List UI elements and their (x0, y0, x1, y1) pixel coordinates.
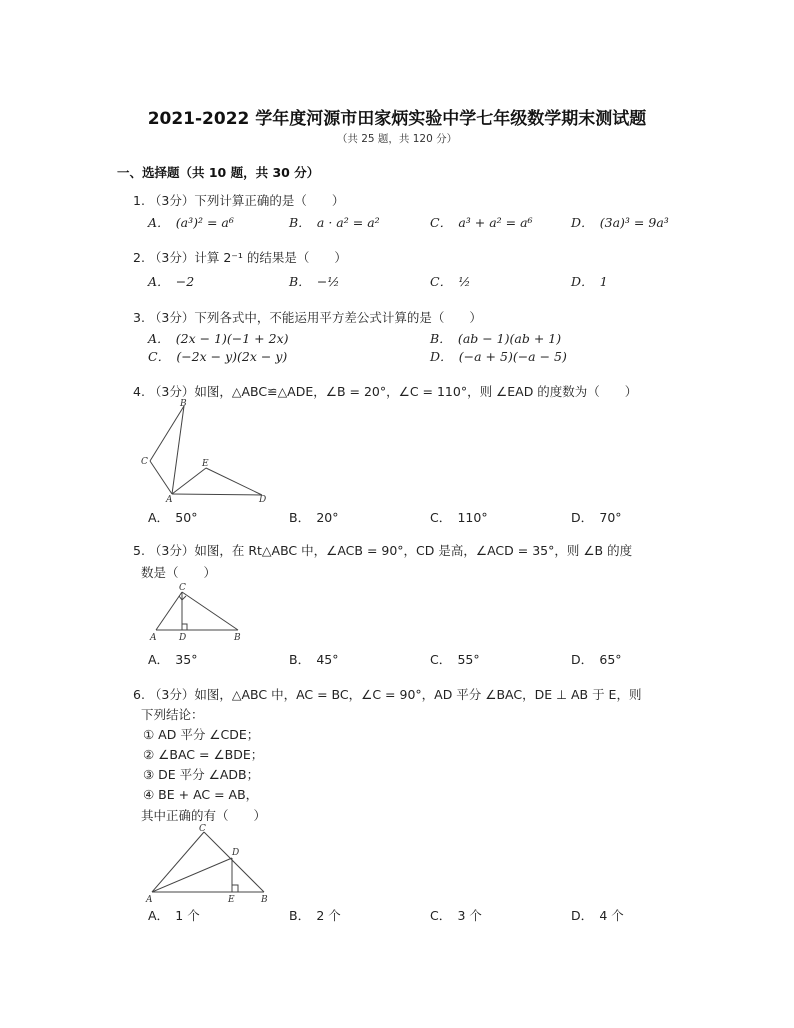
q4-label-e: E (202, 459, 209, 469)
q4-label-b: B (180, 399, 187, 409)
q6-option-b: B． 2 个 (289, 908, 341, 923)
q6-option-c: C． 3 个 (430, 908, 482, 923)
q5-option-c: C． 55° (430, 652, 480, 667)
question-6-stem-line2: 下列结论： (141, 707, 204, 722)
q2-option-d: D． 1 (571, 274, 608, 289)
q4-label-d: D (259, 495, 267, 504)
q3-option-d: D． (−a + 5)(−a − 5) (430, 349, 567, 364)
q6-label-e: E (228, 895, 235, 905)
q1-option-c: C． a³ + a² = a⁶ (430, 215, 533, 230)
q3-option-a: A． (2x − 1)(−1 + 2x) (148, 331, 289, 346)
page-title: 2021-2022 学年度河源市田家炳实验中学七年级数学期末测试题 (147, 109, 647, 129)
q4-label-a: A (166, 495, 173, 504)
q1-option-b: B． a · a² = a² (289, 215, 380, 230)
q5-label-b: B (234, 633, 241, 642)
question-2-stem: 2. （3分）计算 2⁻¹ 的结果是（ ） (133, 250, 347, 265)
question-5-stem-line1: 5. （3分）如图，在 Rt△ABC 中，∠ACB = 90°，CD 是高，∠ACD = 35°，则 ∠B 的度 (133, 543, 633, 558)
q6-label-d: D (232, 848, 240, 858)
question-4-stem: 4. （3分）如图，△ABC≌△ADE，∠B = 20°，∠C = 110°，则 ∠EAD 的度数为（ ） (133, 384, 638, 399)
q3-option-b: B． (ab − 1)(ab + 1) (430, 331, 562, 346)
q6-label-b: B (261, 895, 268, 905)
q5-triangle-figure (146, 578, 246, 642)
q6-label-c: C (199, 824, 206, 834)
q3-option-c: C． (−2x − y)(2x − y) (148, 349, 288, 364)
q2-option-a: A． −2 (148, 274, 195, 289)
q6-statement-4: ④ BE + AC = AB， (143, 787, 259, 802)
q6-statement-3: ③ DE 平分 ∠ADB； (143, 767, 260, 782)
q6-label-a: A (146, 895, 153, 905)
question-1-stem: 1. （3分）下列计算正确的是（ ） (133, 193, 345, 208)
question-6-stem-end: 其中正确的有（ ） (141, 808, 267, 823)
q4-option-a: A． 50° (148, 510, 198, 525)
q5-label-a: A (150, 633, 157, 642)
section-title: 一、选择题（共 10 题，共 30 分） (117, 165, 320, 180)
q5-label-c: C (179, 583, 186, 593)
q5-label-d: D (179, 633, 187, 642)
q5-option-d: D． 65° (571, 652, 622, 667)
q4-option-d: D． 70° (571, 510, 622, 525)
q6-option-a: A． 1 个 (148, 908, 200, 923)
q4-option-c: C． 110° (430, 510, 488, 525)
q5-option-b: B． 45° (289, 652, 339, 667)
q1-option-a: A． (a³)² = a⁶ (148, 215, 234, 230)
q6-statement-2: ② ∠BAC = ∠BDE； (143, 747, 264, 762)
q2-option-b: B． −½ (289, 274, 340, 289)
q6-option-d: D． 4 个 (571, 908, 624, 923)
question-5-stem-line2: 数是（ ） (141, 565, 217, 580)
q4-option-b: B． 20° (289, 510, 339, 525)
question-3-stem: 3. （3分）下列各式中，不能运用平方差公式计算的是（ ） (133, 310, 482, 325)
q1-option-d: D． (3a)³ = 9a³ (571, 215, 669, 230)
q4-label-c: C (141, 457, 148, 467)
q6-triangle-figure (144, 822, 274, 906)
q2-option-c: C． ½ (430, 274, 471, 289)
question-6-stem-line1: 6. （3分）如图，△ABC 中，AC = BC，∠C = 90°，AD 平分 ∠BAC，DE ⊥ AB 于 E，则 (133, 687, 642, 702)
q6-statement-1: ① AD 平分 ∠CDE； (143, 727, 260, 742)
q5-option-a: A． 35° (148, 652, 198, 667)
page-subtitle: （共 25 题，共 120 分） (336, 133, 458, 145)
q4-triangle-figure (138, 396, 270, 504)
